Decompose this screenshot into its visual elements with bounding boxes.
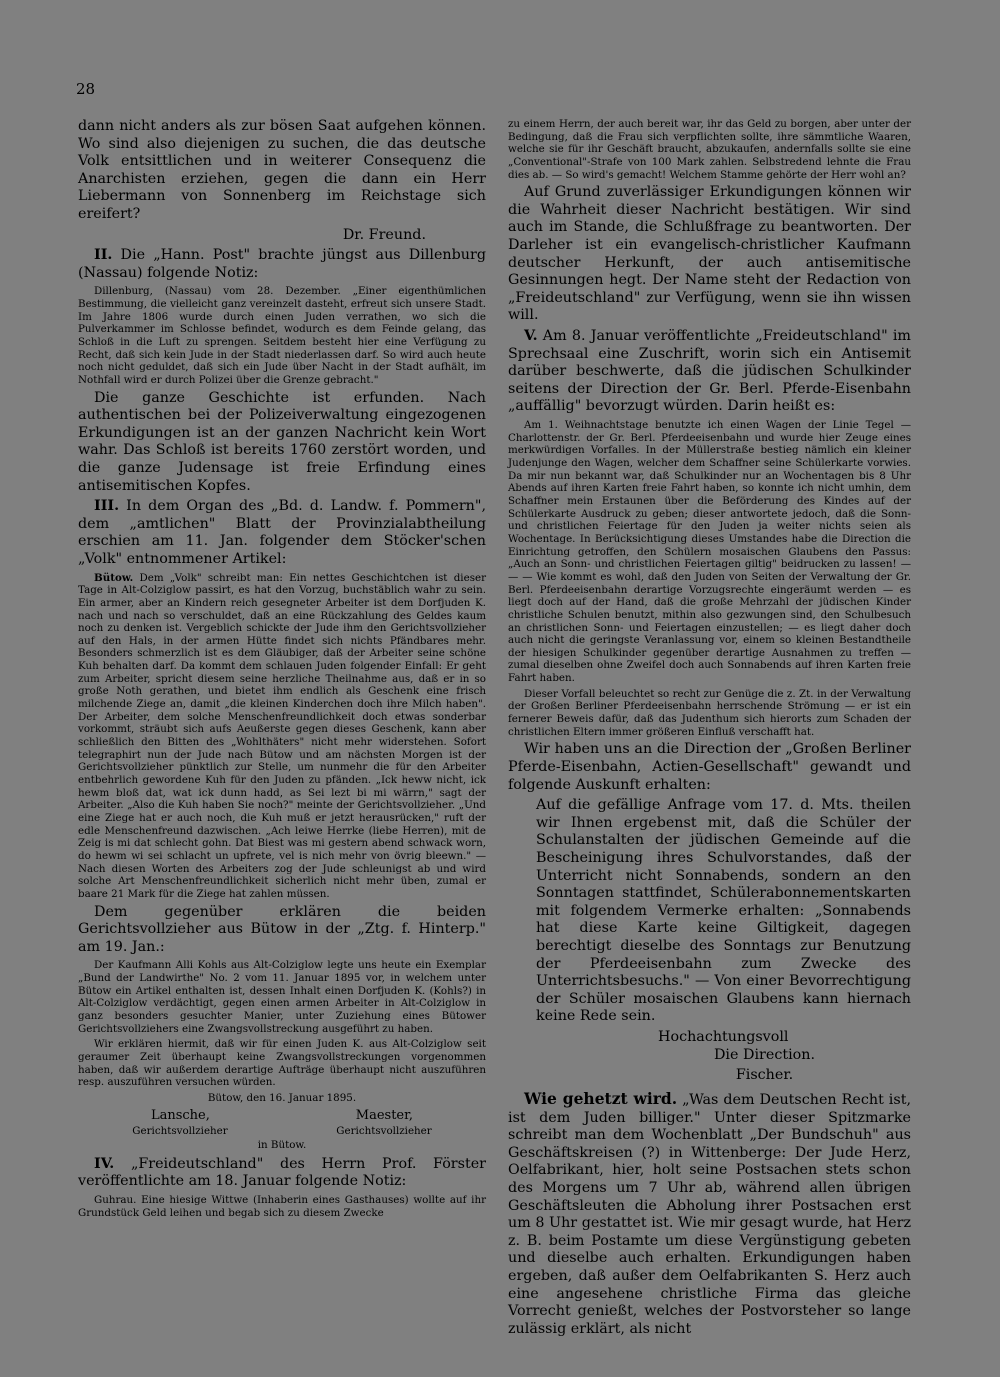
- paragraph: Wir haben uns an die Direction der „Großen Berliner Pferde-Eisenbahn, Actien-Gesellschaft" gewandt und folgende Auskunft erhalten:: [508, 741, 911, 793]
- signer-title: Gerichtsvollzieher: [336, 1124, 432, 1137]
- quote-text: Dem „Volk" schreibt man: Ein nettes Geschichtchen ist dieser Tage in Alt-Colziglow passirt, es hat den Vorzug, buchstäblich wahr zu sein. Ein armer, aber an Kindern reich gesegneter Arbeiter ist dem Dorfjuden K. nach und nach so verschuldet, daß an eine Rückzahlung des Geldes kaum noch zu denken ist. Vergeblich schickte der Jude ihm den Gerichtsvollzieher auf den Hals, in der armen Hütte findet sich nichts Pfändbares mehr. Besonders schmerzlich ist es dem Gläubiger, daß der Arbeiter seine schöne Kuh behalten darf. Da kommt dem schlauen Juden folgender Einfall: Er geht zum Arbeiter, spricht diesem seine herzliche Theilnahme aus, daß er in so große Noth gerathen, und bietet ihm endlich als Geschenk eine frisch milchende Ziege an, damit „die kleinen Kinderchen doch ihre Milch haben". Der Arbeiter, dem solche Menschenfreundlichkeit doch etwas sonderbar vorkommt, sträubt sich aufs Aeußerste gegen dieses Geschenk, kann aber schließlich den Bitten des „Wohlthäters" nicht mehr widerstehen. Sofort telegraphirt nun der Jude nach Bütow und am nächsten Morgen ist der Gerichtsvollzieher pünktlich zur Stelle, um nunmehr die für den Arbeiter entbehrlich gewordene Kuh für den Juden zu pfänden. „Ick heww nicht, ick hewm bloß dat, wat ick dunn hadd, as Sei lezt bi mi wärrn," sagt der Arbeiter. „Also die Kuh haben Sie noch?" meinte der Gerichtsvollzieher. „Und eine Ziege hat er auch noch, die Kuh muß er jetzt herausrücken," ruft der edle Menschenfreund dazwischen. „Ach leiwe Herrke (liebe Herren), mit de Zeig is mi dat schlecht gohn. Dat Biest was mi gestern abend schwack worn, do hewm wi sei schlacht un upfrete, vel is nich mehr von övrig bleewn." — Nach diesen Worten des Arbeiters zog der Jude schleunigst ab und wird solche Art Menschenfreundlichkeit sicherlich nicht mehr üben, zumal er baare 21 Mark für die Ziege hat zahlen müssen.: [78, 571, 486, 900]
- quote: Am 1. Weihnachtstage benutzte ich einen Wagen der Linie Tegel — Charlottenstr. der Gr. Berl. Pferdeeisenbahn und wurde hier Zeuge eines merkwürdigen Vorfalles. In der Müllerstraße bestieg nämlich ein kleiner Judenjunge den Wagen, welcher dem Schaffner seine Schülerkarte vorwies. Da mir nun bekannt war, daß Schulkinder nur an Wochentagen bis 8 Uhr Abends auf ihren Karten freie Fahrt haben, so konnte ich nicht umhin, dem Schaffner mein Erstaunen über die Beförderung des Kindes auf der Schülerkarte Ausdruck zu geben; dieser antwortete jedoch, daß die Sonn- und christlichen Feiertage für den Juden ja weiter nichts seien als Wochentage. In Berücksichtigung dieses Umstandes habe die Direction die Einrichtung getroffen, den Schülern mosaischen Glaubens den Passus: „Auch an Sonn- und christlichen Feiertagen giltig" beidrucken zu lassen! — — — Wie kommt es wohl, daß den Juden von Seiten der Verwaltung der Gr. Berl. Pferdeeisenbahn derartige Vorzugsrechte eingeräumt werden — es liegt doch auf der Hand, daß die große Mehrzahl der jüdischen Kinder christliche Schulen benutzt, mithin also gezwungen sind, den Schulbesuch an christlichen Sonn- und Feiertagen einzustellen; — es liegt daher doch auch nicht die geringste Veranlassung vor, einem so kleinen Bestandtheile der hiesigen Schulkinder gegenüber derartige Ausnahmen zu treffen — zumal dieselben ohne Zweifel doch auch Sonnabends auf ihren Karten freie Fahrt haben.: [508, 419, 911, 685]
- letter: Auf die gefällige Anfrage vom 17. d. Mts. theilen wir Ihnen ergebenst mit, daß die Schüler der Schulanstalten der jüdischen Gemeinde auf die Bescheinigung ihres Schulvorstandes, daß der Unterricht nicht Sonnabends, sondern an den Sonntagen stattfindet, Schülerabonnementskarten mit folgendem Vermerke erhalten: „Sonnabends hat diese Karte keine Giltigkeit, dagegen berechtigt dieselbe des Sonntags zur Benutzung der Pferdeeisenbahn zum Zwecke des Unterrichtsbesuchs." — Von einer Bevorrechtigung der Schüler mosaischen Glaubens kann hiernach keine Rede sein.: [536, 797, 911, 1025]
- signers: [78, 1108, 486, 1123]
- section-number: III.: [94, 498, 120, 515]
- section-number: IV.: [94, 1155, 115, 1172]
- signer-place: in Bütow.: [257, 1139, 307, 1152]
- section-text: Die „Hann. Post" brachte jüngst aus Dillenburg (Nassau) folgende Notiz:: [78, 247, 486, 281]
- quote: Der Kaufmann Alli Kohls aus Alt-Colziglow legte uns heute ein Exemplar „Bund der Landwirthe" No. 2 vom 11. Januar 1895 vor, in welchem unter Bütow ein Artikel enthalten ist, dessen Inhalt einen Dorfjuden K. (Kohls?) in Alt-Colziglow verdächtigt, gegen einen armen Arbeiter in Alt-Colziglow in ganz besonders gesuchter Manier, unter Zuziehung eines Bütower Gerichtsvollziehers eine Zwangsvollstreckung ausgeführt zu haben.: [78, 959, 486, 1035]
- letter-signer-name: Fischer.: [735, 1066, 794, 1083]
- quote: Dillenburg, (Nassau) vom 28. Dezember. „Einer eigenthümlichen Bestimmung, die vielleicht ganz vereinzelt dasteht, erfreut sich unsere Stadt. Im Jahre 1806 wurde durch einen Juden verrathen, wo sich die Pulverkammer im Schlosse befindet, wodurch es dem Feinde gelang, das Schloß in die Luft zu sprengen. Seitdem besteht hier eine Verfügung zu Recht, daß sich kein Jude in der Stadt niederlassen darf. So wird auch heute noch nicht geduldet, daß sich ein Jude über Nacht in der Stadt aufhält, im Nothfall wird er durch Polizei über die Grenze gebracht.": [78, 285, 486, 386]
- signer-titles: [78, 1125, 486, 1138]
- quote: Guhrau. Eine hiesige Wittwe (Inhaberin eines Gasthauses) wollte auf ihr Grundstück Geld leihen und begab sich zu diesem Zwecke: [78, 1194, 486, 1219]
- section-text: „Was dem Deutschen Recht ist, ist dem Juden billiger." Unter dieser Spitzmarke schreibt man dem Wochenblatt „Der Bundschuh" aus Geschäftskreisen (?) in Wittenberge: Der Jude Herz, Oelfabrikant, hier, holt seine Postsachen stets schon des Morgens um 7 Uhr ab, während allen übrigen Geschäftsleuten die Abholung ihrer Postsachen erst um 8 Uhr gestattet ist. Wie mir gesagt wurde, hat Herz z. B. beim Postamte um diese Vergünstigung gebeten und dieselbe auch erhalten. Erkundigungen haben ergeben, daß außer dem Oelfabrikanten S. Herz auch eine angesehene christliche Firma das gleiche Vorrecht genießt, welches der Postvorsteher so lange zulässig erklärt, als nicht: [508, 1092, 912, 1337]
- section-iii: [78, 498, 486, 568]
- signer-title: Gerichtsvollzieher: [132, 1124, 228, 1137]
- quote-heading: Bütow.: [94, 571, 134, 584]
- left-column: [78, 118, 486, 1222]
- quote: zu einem Herrn, der auch bereit war, ihr das Geld zu borgen, aber unter der Bedingung, daß die Frau sich verpflichten sollte, ihre sämmtliche Waaren, welche sie für ihr Geschäft braucht, abzukaufen, andernfalls sollte sie eine „Conventional"-Strafe von 100 Mark zahlen. Selbstredend lehnte die Frau dies ab. — So wird's gemacht! Welchem Stamme gehörte der Herr wohl an?: [508, 118, 911, 181]
- dateline: Bütow, den 16. Januar 1895.: [207, 1091, 357, 1104]
- letter-signer: Die Direction.: [713, 1046, 816, 1063]
- section-text: „Freideutschland" des Herrn Prof. Förster veröffentlichte am 18. Januar folgende Notiz:: [78, 1155, 487, 1190]
- section-text: Am 8. Januar veröffentlichte „Freideutschland" im Sprechsaal eine Zuschrift, worin sich ein Antisemit darüber beschwerte, daß die jüdischen Schulkinder seitens der Direction der Gr. Berl. Pferde-Eisenbahn „auffällig" bevorzugt würden. Darin heißt es:: [508, 328, 911, 415]
- section-v: [508, 328, 911, 416]
- author-signature: Dr. Freund.: [342, 226, 426, 243]
- page-number: 28: [76, 80, 96, 98]
- paragraph: Auf Grund zuverlässiger Erkundigungen können wir die Wahrheit dieser Nachricht bestätigen. Wir sind auch im Stande, die Schlußfrage zu beantworten. Der Darleher ist ein evangelisch-christlicher Kaufmann deutscher Herkunft, der auch antisemitische Gesinnungen hegt. Der Name steht der Redaction von „Freideutschland" zur Verfügung, wenn sie ihn wissen will.: [508, 184, 911, 324]
- section-hetze: [508, 1090, 911, 1338]
- paragraph: dann nicht anders als zur bösen Saat aufgehen können. Wo sind also diejenigen zu suchen, die das deutsche Volk entsittlichen und in weiterer Consequenz die Anarchisten erziehen, gegen die dann ein Herr Liebermann von Sonnenberg im Reichstage sich ereifert?: [78, 118, 486, 222]
- signer-name: Maester,: [355, 1107, 414, 1123]
- section-iv: [78, 1156, 486, 1191]
- right-column: [508, 118, 911, 1341]
- paragraph: Die ganze Geschichte ist erfunden. Nach authentischen bei der Polizeiverwaltung eingezogenen Erkundigungen ist an der ganzen Nachricht kein Wort wahr. Das Schloß ist bereits 1760 zerstört worden, und die ganze Judensage ist freie Erfindung eines antisemitischen Kopfes.: [78, 389, 486, 494]
- quote: Wir erklären hiermit, daß wir für einen Juden K. aus Alt-Colziglow seit geraumer Zeit überhaupt keine Zwangsvollstreckungen vorgenommen haben, daß wir außerdem derartige Aufträge überhaupt nicht auszuführen resp. auszuführen versuchen würden.: [78, 1038, 486, 1089]
- section-number: V.: [524, 328, 538, 345]
- signer-name: Lansche,: [150, 1107, 210, 1123]
- section-title: Wie gehetzt wird.: [524, 1089, 678, 1109]
- quote: [78, 572, 486, 901]
- section-ii: [78, 247, 486, 282]
- section-number: II.: [94, 247, 113, 264]
- quote: Dieser Vorfall beleuchtet so recht zur Genüge die z. Zt. in der Verwaltung der Großen Berliner Pferdeeisenbahn herrschende Strömung — er ist ein fernerer Beweis dafür, daß das Judenthum sich hierorts zum Schaden der christlichen Eltern immer größeren Einfluß verschafft hat.: [508, 687, 911, 738]
- section-text: In dem Organ des „Bd. d. Landw. f. Pommern", dem „amtlichen" Blatt der Provinzialabtheilung erschien am 11. Jan. folgender dem Stöcker'schen „Volk" entnommener Artikel:: [78, 498, 486, 567]
- letter-closing: Hochachtungsvoll: [658, 1028, 789, 1045]
- paragraph: Dem gegenüber erklären die beiden Gerichtsvollzieher aus Bütow in der „Ztg. f. Hinterp." am 19. Jan.:: [78, 903, 486, 955]
